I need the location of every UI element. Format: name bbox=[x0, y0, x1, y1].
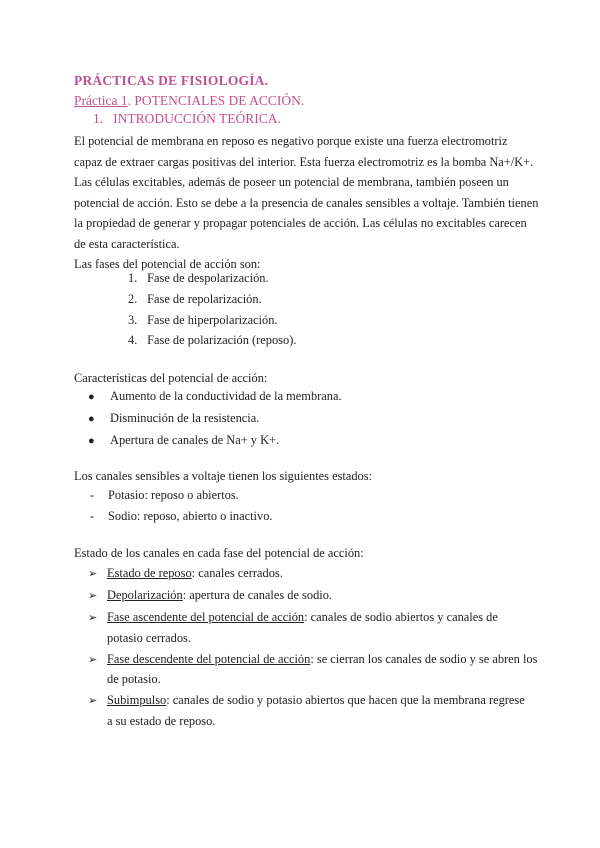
intro-line: potencial de acción. Esto se debe a la presencia de canales sensibles a voltaje. También tienen bbox=[74, 195, 539, 210]
bullet-icon: ● bbox=[88, 391, 95, 403]
dash-icon: - bbox=[90, 488, 95, 502]
intro-paragraph bbox=[74, 131, 544, 275]
channels-list bbox=[90, 485, 273, 527]
practice-link[interactable]: Práctica 1 bbox=[74, 93, 128, 108]
dash-icon: - bbox=[90, 509, 95, 523]
intro-line: Las células excitables, además de poseer un potencial de membrana, también poseen un bbox=[74, 175, 509, 189]
states-list bbox=[88, 564, 538, 733]
list-item: - Sodio: reposo, abierto o inactivo. bbox=[90, 506, 273, 527]
practice-title: . POTENCIALES DE ACCIÓN. bbox=[127, 93, 305, 108]
list-item: ● Apertura de canales de Na+ y K+. bbox=[88, 430, 342, 452]
arrow-icon: ➢ bbox=[88, 612, 98, 624]
list-item: ● Disminución de la resistencia. bbox=[88, 408, 342, 430]
list-item: 2. Fase de repolarización. bbox=[128, 291, 262, 306]
list-item: ➢ Subimpulso: canales de sodio y potasio abiertos que hacen que la membrana regrese a su estado de reposo. bbox=[88, 693, 525, 728]
intro-line: capaz de extraer cargas positivas del interior. Esta fuerza electromotriz es la bomba Na+/K+. bbox=[74, 154, 534, 169]
document-title: PRÁCTICAS DE FISIOLOGÍA. bbox=[74, 73, 269, 88]
list-item: - Potasio: reposo o abiertos. bbox=[90, 485, 273, 506]
section-heading bbox=[93, 111, 281, 127]
list-item: ➢ Fase ascendente del potencial de acción: canales de sodio abiertos y canales de potasio cerrados. bbox=[88, 610, 498, 645]
channels-heading: Los canales sensibles a voltaje tienen los siguientes estados: bbox=[74, 469, 372, 483]
arrow-icon: ➢ bbox=[88, 590, 98, 602]
characteristics-list bbox=[88, 386, 342, 452]
list-item: 4. Fase de polarización (reposo). bbox=[128, 333, 297, 348]
bullet-icon: ● bbox=[88, 435, 95, 447]
intro-line: de esta característica. bbox=[74, 236, 180, 251]
list-item: 1. Fase de despolarización. bbox=[128, 271, 269, 285]
practice-heading bbox=[74, 93, 304, 109]
characteristics-heading: Características del potencial de acción: bbox=[74, 371, 268, 385]
phases-list bbox=[128, 268, 296, 351]
intro-line: El potencial de membrana en reposo es negativo porque existe una fuerza electromotriz bbox=[74, 134, 508, 148]
intro-line: la propiedad de generar y propagar potenciales de acción. Las células no excitables carecen bbox=[74, 216, 527, 230]
section-number: 1. bbox=[93, 111, 104, 126]
arrow-icon: ➢ bbox=[88, 568, 98, 580]
arrow-icon: ➢ bbox=[88, 695, 98, 707]
list-item: 3. Fase de hiperpolarización. bbox=[128, 312, 278, 327]
bullet-icon: ● bbox=[88, 413, 95, 425]
list-item: ➢ Fase descendente del potencial de acción: se cierran los canales de sodio y se abren los de potasio. bbox=[88, 651, 538, 686]
section-title: INTRODUCCIÓN TEÓRICA. bbox=[113, 111, 281, 126]
states-heading: Estado de los canales en cada fase del potencial de acción: bbox=[74, 546, 364, 560]
list-item: ● Aumento de la conductividad de la membrana. bbox=[88, 386, 342, 408]
phases-heading: Las fases del potencial de acción son: bbox=[74, 257, 261, 271]
list-item: ➢ Depolarización: apertura de canales de sodio. bbox=[88, 586, 538, 607]
arrow-icon: ➢ bbox=[88, 653, 98, 666]
list-item: ➢ Estado de reposo: canales cerrados. bbox=[88, 564, 538, 585]
